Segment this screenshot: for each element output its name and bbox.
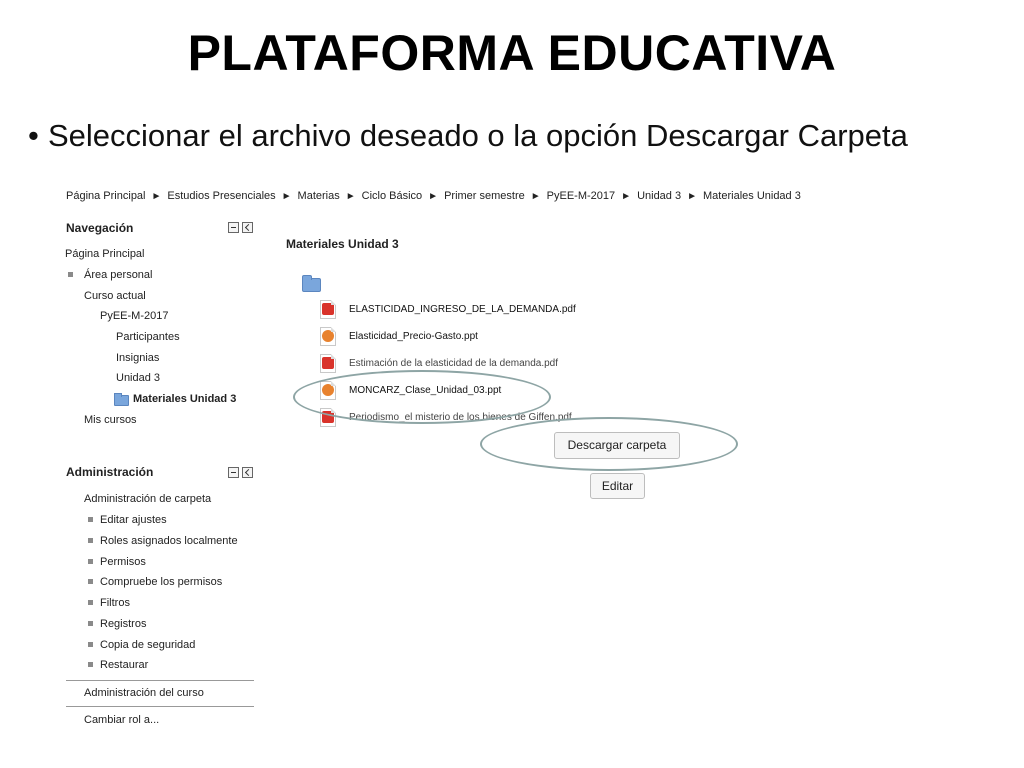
file-link[interactable]: ELASTICIDAD_INGRESO_DE_LA_DEMANDA.pdf	[349, 304, 576, 315]
breadcrumb-separator-icon: ►	[530, 191, 541, 202]
breadcrumb-separator-icon: ►	[151, 191, 162, 202]
breadcrumb	[66, 190, 801, 202]
bullet-icon	[88, 559, 93, 564]
admin-folder-section[interactable]: Administración de carpeta	[84, 493, 212, 505]
breadcrumb-item[interactable]: Primer semestre	[444, 190, 525, 202]
navigation-block-controls	[228, 222, 254, 234]
admin-item-local-roles[interactable]: Roles asignados localmente	[100, 535, 238, 547]
admin-switch-role[interactable]: Cambiar rol a...	[84, 714, 160, 726]
admin-item-check-permissions[interactable]: Compruebe los permisos	[100, 576, 223, 588]
breadcrumb-item[interactable]: Unidad 3	[637, 190, 682, 202]
bullet-icon	[88, 642, 93, 647]
bullet-symbol: •	[28, 118, 39, 153]
breadcrumb-item[interactable]: Ciclo Básico	[361, 190, 423, 202]
breadcrumb-item[interactable]: Página Principal	[66, 190, 146, 202]
admin-item-logs[interactable]: Registros	[100, 618, 147, 630]
dock-icon[interactable]	[242, 222, 253, 233]
collapse-icon[interactable]	[228, 222, 239, 233]
breadcrumb-separator-icon: ►	[345, 191, 356, 202]
nav-item-badges[interactable]: Insignias	[116, 352, 160, 364]
nav-item-current-course[interactable]: Curso actual	[84, 290, 146, 302]
divider	[66, 706, 254, 707]
annotation-ellipse-download	[480, 417, 738, 471]
navigation-block-title: Navegación	[66, 221, 134, 235]
pdf-file-icon	[320, 354, 336, 373]
file-link[interactable]: Periodismo_el misterio de los bienes de Giffen.pdf	[349, 412, 572, 423]
nav-item-participants[interactable]: Participantes	[116, 331, 180, 343]
breadcrumb-separator-icon: ►	[428, 191, 439, 202]
nav-item-home[interactable]: Página Principal	[65, 248, 145, 260]
admin-item-edit-settings[interactable]: Editar ajustes	[100, 514, 167, 526]
breadcrumb-separator-icon: ►	[687, 191, 698, 202]
admin-item-restore[interactable]: Restaurar	[100, 659, 149, 671]
admin-course-section[interactable]: Administración del curso	[84, 687, 204, 699]
bullet-icon	[88, 517, 93, 522]
bullet-icon	[88, 579, 93, 584]
nav-item-course[interactable]: PyEE-M-2017	[100, 310, 169, 322]
folder-icon[interactable]	[302, 278, 321, 292]
pdf-file-icon	[320, 300, 336, 319]
breadcrumb-item[interactable]: PyEE-M-2017	[546, 190, 616, 202]
administration-block-title: Administración	[66, 465, 154, 479]
breadcrumb-item-current: Materiales Unidad 3	[703, 190, 801, 202]
admin-item-backup[interactable]: Copia de seguridad	[100, 639, 196, 651]
bullet-icon	[68, 272, 73, 277]
file-link[interactable]: Elasticidad_Precio-Gasto.ppt	[349, 331, 478, 342]
admin-item-permissions[interactable]: Permisos	[100, 556, 146, 568]
ppt-file-icon	[320, 327, 336, 346]
bullet-icon	[88, 662, 93, 667]
admin-item-filters[interactable]: Filtros	[100, 597, 130, 609]
nav-item-my-courses[interactable]: Mis cursos	[84, 414, 137, 426]
annotation-ellipse-file	[293, 370, 551, 424]
slide-title: PLATAFORMA EDUCATIVA	[187, 25, 837, 81]
bullet-icon	[88, 600, 93, 605]
divider	[66, 680, 254, 681]
folder-icon	[114, 395, 129, 406]
breadcrumb-item[interactable]: Estudios Presenciales	[167, 190, 276, 202]
download-folder-button[interactable]: Descargar carpeta	[554, 432, 680, 459]
breadcrumb-item[interactable]: Materias	[297, 190, 340, 202]
breadcrumb-separator-icon: ►	[281, 191, 292, 202]
nav-item-unit-3[interactable]: Unidad 3	[116, 372, 161, 384]
bullet-text: Seleccionar el archivo deseado o la opción Descargar Carpeta	[48, 118, 908, 153]
breadcrumb-separator-icon: ►	[621, 191, 632, 202]
nav-item-personal-area[interactable]: Área personal	[84, 269, 153, 281]
collapse-icon[interactable]	[228, 467, 239, 478]
bullet-icon	[88, 538, 93, 543]
file-link[interactable]: MONCARZ_Clase_Unidad_03.ppt	[349, 385, 502, 396]
dock-icon[interactable]	[242, 467, 253, 478]
administration-block-controls	[228, 467, 254, 479]
edit-button[interactable]: Editar	[590, 473, 645, 499]
nav-item-materials-current[interactable]: Materiales Unidad 3	[133, 393, 237, 405]
bullet-icon	[88, 621, 93, 626]
slide-bullet	[28, 118, 908, 154]
file-link[interactable]: Estimación de la elasticidad de la demanda.pdf	[349, 358, 559, 369]
page-heading: Materiales Unidad 3	[286, 237, 399, 251]
